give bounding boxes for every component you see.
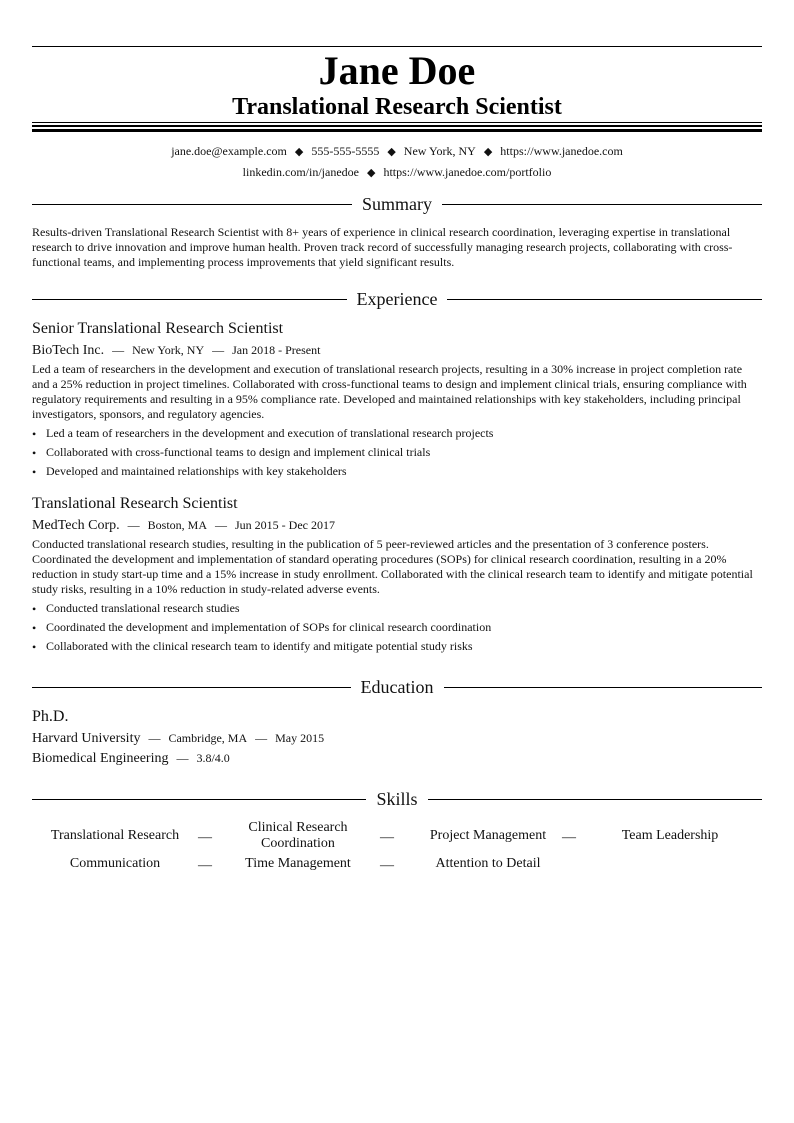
education-degree: Ph.D. — [32, 708, 69, 725]
experience-heading-label: Experience — [356, 289, 438, 309]
diamond-separator-icon: ◆ — [294, 146, 304, 158]
diamond-separator-icon: ◆ — [387, 146, 396, 158]
contact-website[interactable]: https://www.janedoe.com — [500, 144, 623, 158]
dash-separator: — — [198, 858, 212, 873]
diamond-separator-icon: ◆ — [483, 146, 493, 158]
dash-separator: — — [212, 343, 225, 357]
job-dates: Jun 2015 - Dec 2017 — [235, 518, 335, 532]
skills-heading — [32, 787, 762, 811]
list-item: • Collaborated with cross-functional teams to design and implement clinical trials — [32, 443, 754, 462]
education-location: Cambridge, MA — [168, 731, 248, 745]
education-school: Harvard University — [32, 731, 141, 746]
job-title: Senior Translational Research Scientist — [32, 320, 284, 337]
education-field: Biomedical Engineering — [32, 751, 169, 766]
list-item: • Coordinated the development and implementation of SOPs for clinical research coordination — [32, 618, 754, 637]
contact-phone[interactable]: 555-555-5555 — [311, 144, 380, 158]
job-bullets — [32, 599, 754, 656]
skill-item: Team Leadership — [621, 828, 719, 843]
diamond-separator-icon: ◆ — [366, 167, 376, 179]
candidate-name: Jane Doe — [318, 48, 476, 93]
dash-separator: — — [255, 731, 268, 745]
dash-separator: — — [380, 858, 394, 873]
skill-item: Time Management — [245, 856, 351, 871]
job-description: Conducted translational research studies, resulting in the publication of 5 peer-reviewed articles and the presentation of 3 conference posters. Coordinated the development and implementation of standard operating procedures (SOPs) for clinical research coordination, resulting in a 20% reduction in study start-up time and a 15% increase in study enrollment. Collaborated with the clinical research team to identify and mitigate potential study risks, resulting in a 10% reduction in study-related adverse events. — [32, 537, 753, 596]
list-item: • Collaborated with the clinical research team to identify and mitigate potential study risks — [32, 637, 754, 656]
contact-line-1 — [32, 143, 762, 160]
job-company: BioTech Inc. — [32, 343, 105, 358]
list-item: • Led a team of researchers in the development and execution of translational research projects — [32, 424, 754, 443]
dash-separator: — — [215, 518, 228, 532]
contact-linkedin[interactable]: linkedin.com/in/janedoe — [242, 165, 359, 179]
dash-separator: — — [148, 731, 161, 745]
contact-portfolio[interactable]: https://www.janedoe.com/portfolio — [383, 165, 552, 179]
skill-item: Communication — [69, 856, 161, 871]
contact-location: New York, NY — [403, 144, 476, 158]
header-bottom-rule — [32, 122, 762, 132]
dash-separator: — — [380, 830, 394, 845]
job-company: MedTech Corp. — [32, 518, 120, 533]
skill-item: Clinical Research Coordination — [248, 820, 348, 851]
job-dates: Jan 2018 - Present — [232, 343, 321, 357]
skill-item: Attention to Detail — [435, 856, 541, 871]
education-gpa: 3.8/4.0 — [196, 751, 230, 765]
skill-item: Translational Research — [50, 828, 180, 843]
contact-email[interactable]: jane.doe@example.com — [171, 144, 287, 158]
job-meta — [32, 341, 320, 360]
job-description: Led a team of researchers in the development and execution of translational research projects, resulting in a 30% increase in project completion rate and a 25% reduction in project timelines. Collaborated with cross-functional teams to design and implement clinical trials, ensuring compliance with regulatory requirements and resulting in a 95% compliance rate. Developed and maintained relationships with key stakeholders, including principal investigators, sponsors, and regulatory agencies. — [32, 362, 747, 421]
job-title: Translational Research Scientist — [32, 495, 238, 512]
education-heading — [32, 675, 762, 699]
header-top-rule — [32, 46, 762, 47]
dash-separator: — — [112, 343, 125, 357]
list-item: • Developed and maintained relationships with key stakeholders — [32, 462, 754, 481]
dash-separator: — — [176, 751, 189, 765]
education-field-meta — [32, 749, 230, 768]
dash-separator: — — [562, 830, 576, 845]
education-meta — [32, 729, 324, 748]
summary-text: Results-driven Translational Research Scientist with 8+ years of experience in clinical research coordination, leveraging expertise in translational research to drive innovation and improve human health. Proven track record of successfully managing research projects, collaborating with cross-functional teams, and implementing process improvements that yield significant results. — [32, 225, 733, 269]
dash-separator: — — [127, 518, 140, 532]
education-heading-label: Education — [360, 677, 434, 697]
dash-separator: — — [198, 830, 212, 845]
job-location: New York, NY — [132, 343, 205, 357]
job-bullets — [32, 424, 754, 481]
candidate-title: Translational Research Scientist — [232, 94, 562, 120]
job-location: Boston, MA — [147, 518, 208, 532]
education-date: May 2015 — [275, 731, 325, 745]
experience-heading — [32, 287, 762, 311]
skill-item: Project Management — [429, 828, 547, 843]
contact-line-2 — [32, 164, 762, 181]
summary-heading-label: Summary — [362, 194, 432, 214]
summary-heading — [32, 192, 762, 216]
list-item: • Conducted translational research studies — [32, 599, 754, 618]
skills-heading-label: Skills — [376, 789, 418, 809]
job-meta — [32, 516, 335, 535]
